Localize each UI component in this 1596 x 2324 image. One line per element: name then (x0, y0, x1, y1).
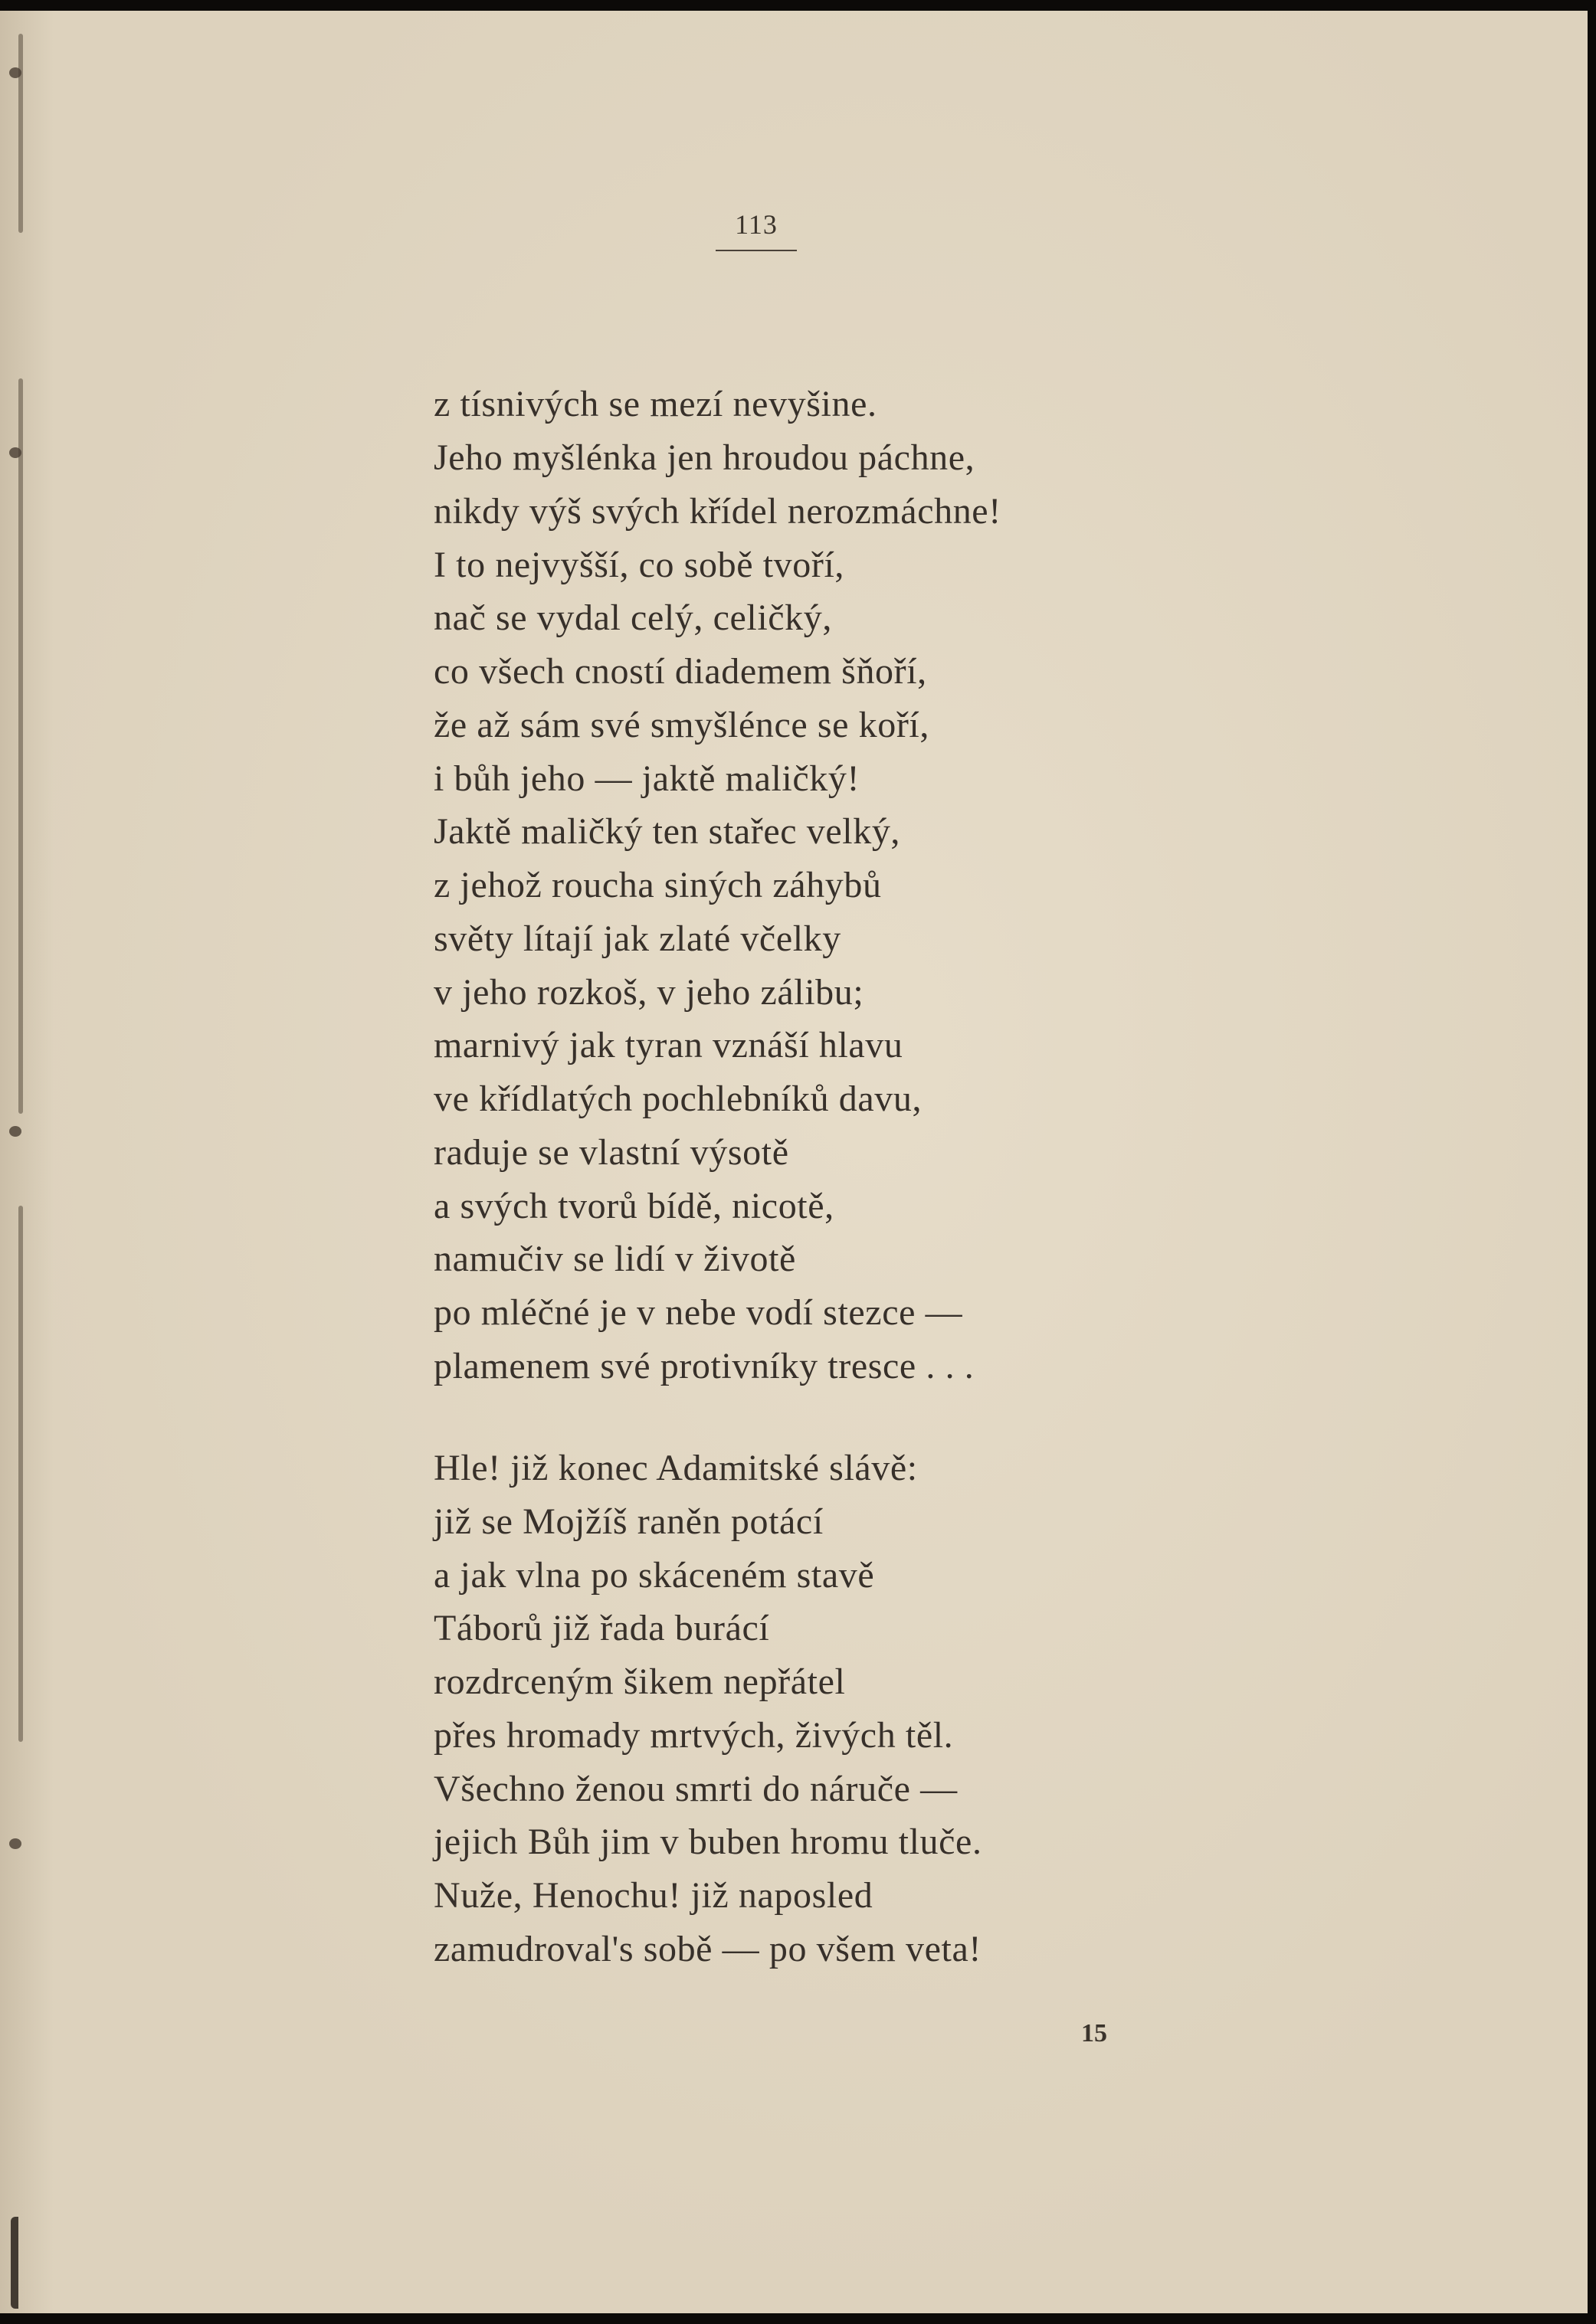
gutter-shadow (18, 378, 23, 1114)
poem-line: namučiv se lidí v životě (434, 1239, 796, 1279)
gutter-mark (9, 1838, 21, 1849)
poem-line: po mléčné je v nebe vodí stezce — (434, 1292, 963, 1333)
poem-line: Jaktě maličký ten stařec velký, (434, 811, 901, 852)
poem-line: Jeho myšlénka jen hroudou páchne, (434, 437, 975, 478)
poem-line: nikdy výš svých křídel nerozmáchne! (434, 491, 1001, 532)
binding-edge (11, 2217, 37, 2309)
page-number: 113 (735, 209, 778, 240)
poem-line: nač se vydal celý, celičký, (434, 597, 832, 638)
poem-line: i bůh jeho — jaktě maličký! (434, 758, 860, 799)
poem-line: Všechno ženou smrti do náruče — (434, 1769, 958, 1809)
poem-line: zamudroval's sobě — po všem veta! (434, 1929, 982, 1969)
poem-line: že až sám své smyšlénce se koří, (434, 705, 929, 745)
gutter-mark (9, 447, 21, 458)
poem-line: z tísnivých se mezí nevyšine. (434, 384, 877, 424)
poem-line: Hle! již konec Adamitské slávě: (434, 1448, 918, 1488)
gutter-shadow (18, 34, 23, 233)
poem-line: z jehož roucha siných záhybů (434, 865, 882, 905)
poem-line: rozdrceným šikem nepřátel (434, 1661, 846, 1702)
gutter-mark (9, 1126, 21, 1137)
poem-line: již se Mojžíš raněn potácí (434, 1501, 824, 1542)
poem-line: v jeho rozkoš, v jeho zálibu; (434, 972, 864, 1013)
signature-mark: 15 (1081, 2019, 1107, 2047)
poem-line: a svých tvorů bídě, nicotě, (434, 1186, 834, 1226)
poem-line: světy lítají jak zlaté včelky (434, 918, 841, 959)
poem-line: I to nejvyšší, co sobě tvoří, (434, 545, 845, 585)
poem-line: přes hromady mrtvých, živých těl. (434, 1715, 954, 1756)
poem-line: Nuže, Henochu! již naposled (434, 1875, 873, 1916)
header-rule (716, 250, 797, 251)
book-page (0, 11, 1588, 2313)
gutter-mark (9, 67, 21, 78)
poem-line: ve křídlatých pochlebníků davu, (434, 1079, 923, 1119)
poem-line: plamenem své protivníky tresce . . . (434, 1346, 975, 1386)
poem-line: jejich Bůh jim v buben hromu tluče. (434, 1822, 982, 1862)
poem-line: Táborů již řada burácí (434, 1608, 770, 1648)
poem-line: raduje se vlastní výsotě (434, 1132, 789, 1173)
poem-line: co všech cností diademem šňoří, (434, 651, 927, 692)
poem-line: a jak vlna po skáceném stavě (434, 1555, 875, 1596)
poem-line: marnivý jak tyran vznáší hlavu (434, 1025, 903, 1065)
gutter-shadow (18, 1206, 23, 1742)
